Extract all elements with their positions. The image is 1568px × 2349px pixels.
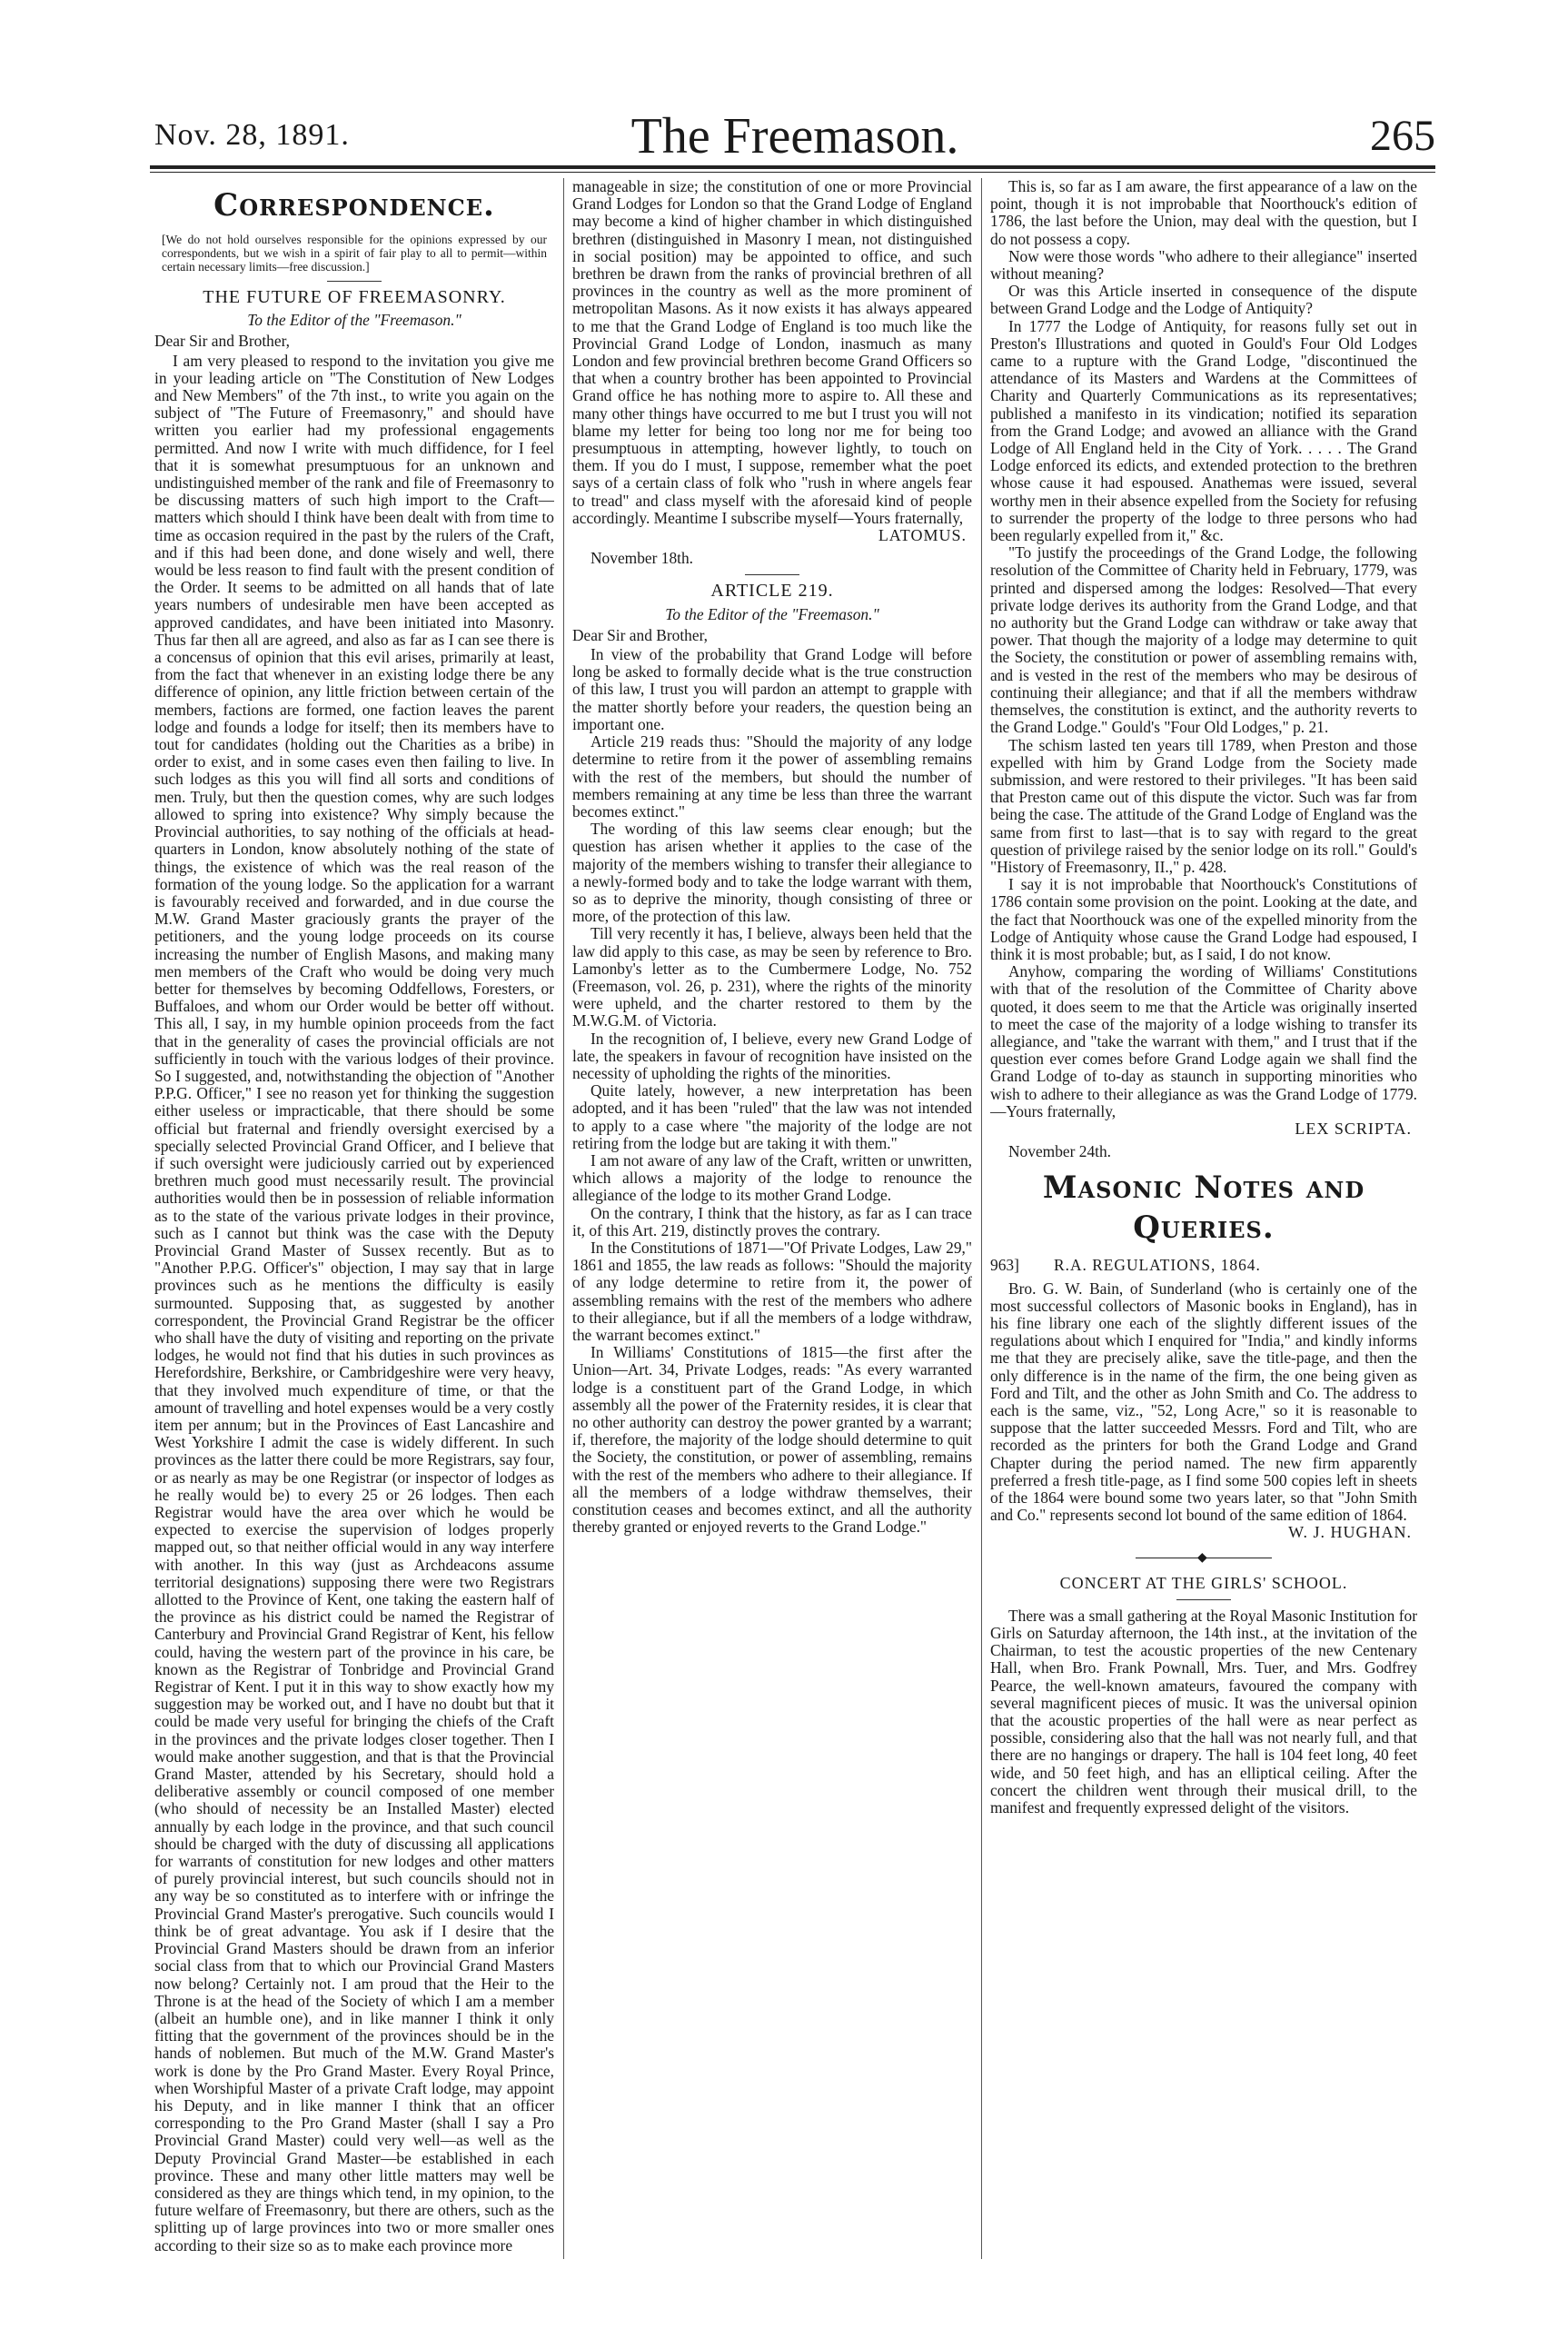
letter-date: November 18th.	[590, 549, 694, 568]
letter-paragraph: On the contrary, I think that the history, as far as I can trace it, of this Art. 219, distinctly proves the contrary.	[572, 1203, 972, 1239]
diamond-ornament-icon: ◆	[1197, 1550, 1207, 1565]
letter-paragraph: Now were those words "who adhere to their allegiance" inserted without meaning?	[990, 246, 1417, 284]
correspondence-heading: Correspondence.	[213, 187, 495, 224]
letter-greeting: Dear Sir and Brother,	[572, 625, 709, 644]
letter-title: ARTICLE 219.	[710, 581, 834, 602]
query-body: Bro. G. W. Bain, of Sunderland (who is certainly one of the most successful collectors of Masonic books in England), has in his fine library one each of the slightly different issues of the regulations about which I enquired for "India," and kindly informs me that they are precisely alike, save the title-page, and then the only difference is in the name of the firm, the one being given as Ford and Tilt, and the other as John Smith and Co. The address to each is the same, viz., "52, Long Acre," so it is reasonable to suppose that the latter succeeded Messrs. Ford and Tilt, who are recorded as the printers for both the Grand Lodge and Grand Chapter during the period named. The new firm apparently preferred a fresh title-page, as I find some 500 copies left in sheets of the 1864 were bound some two years later, so that "John Smith and Co." represents second lot bound of the same edition of 1864.	[990, 1279, 1417, 1525]
concert-title: CONCERT AT THE GIRLS' SCHOOL.	[1059, 1573, 1348, 1592]
letter-paragraph: The schism lasted ten years till 1789, when Preston and those expelled with him by Grand Lodge from the Society made submission, and were restored to their privileges. "It has been said that Preston came out of this dispute the victor. Such was far from being the case. The attitude of the Grand Lodge of England was the same from first to last—that is to say with regard to the great question of privilege raised by the senior lodge on its roll." Gould's "History of Freemasonry, II.," p. 428.	[990, 735, 1417, 876]
issue-date: Nov. 28, 1891.	[154, 118, 350, 152]
column-3	[990, 178, 1417, 2259]
column-divider	[981, 178, 982, 2259]
letter-paragraph: This is, so far as I am aware, the first appearance of a law on the point, though it is not improbable that Noorthouck's edition of 1786, the last before the Union, may deal with the question, but I do not possess a copy.	[990, 178, 1417, 248]
query-signature: W. J. HUGHAN.	[1288, 1523, 1412, 1542]
ornamental-divider	[990, 1549, 1417, 1568]
query-title: R.A. REGULATIONS, 1864.	[1054, 1256, 1261, 1275]
letter-paragraph: Article 219 reads thus: "Should the majority of any lodge determine to retire from it the power of assembling remains with the rest of the members, but should the number of members remaining at any time be less than three the warrant becomes extinct."	[572, 732, 972, 821]
masthead	[154, 107, 1435, 171]
letter-paragraph: "To justify the proceedings of the Grand Lodge, the following resolution of the Committee of Charity held in February, 1779, was printed and dispersed among the lodges: Resolved—That every private lodge derives its authority from the Grand Lodge, and that no authority but the Grand Lodge can withdraw or take away that power. That though the majority of a lodge may determine to quit the Society, the constitution or power of assembling remains with, and is vested in the rest of the members who may be desirous of continuing their allegiance; and that if all the members withdraw themselves, the constitution is extinct, and the authority reverts to the Grand Lodge." Gould's "Four Old Lodges," p. 21.	[990, 543, 1417, 737]
letter-paragraph: In the recognition of, I believe, every new Grand Lodge of late, the speakers in favour of recognition have insisted on the necessity of upholding the rights of the minorities.	[572, 1029, 972, 1082]
letter-paragraph: I am not aware of any law of the Craft, written or unwritten, which allows a majority of the lodge to renounce the allegiance of the lodge to its mother Grand Lodge.	[572, 1150, 972, 1205]
letter-paragraph: In view of the probability that Grand Lodge will before long be asked to formally decide what is the true construction of this law, I trust you will pardon an attempt to grapple with the matter shortly before your readers, the question being an important one.	[572, 645, 972, 733]
column-1	[154, 178, 554, 2259]
letter-paragraph: In 1777 the Lodge of Antiquity, for reasons fully set out in Preston's Illustrations and quoted in Gould's Four Old Lodges came to a rupture with the Grand Lodge, "discontinued the attendance of its Masters and Wardens at the Committees of Charity and Quarterly Communications as its representatives; published a manifesto in its vindication; notified its separation from the Grand Lodge; and avowed an alliance with the Grand Lodge of All England held in the City of York. . . . . The Grand Lodge enforced its edicts, and extended protection to the brethren whose cause it had espoused. Anathemas were issued, several worthy men in their absence expelled from the Society for refusing to surrender the property of the lodge to three persons who had been regularly expelled from it," &c.	[990, 316, 1417, 545]
publication-title: The Freemason.	[630, 108, 959, 164]
column-divider	[563, 178, 564, 2259]
letter-greeting: Dear Sir and Brother,	[154, 332, 291, 351]
letter-paragraph: Till very recently it has, I believe, always been held that the law did apply to this case, as may be seen by reference to Bro. Lamonby's letter as to the Cumbermere Lodge, No. 752 (Freemason, vol. 26, p. 231), where the rights of the minority were upheld, and the charter restored to them by the M.W.G.M. of Victoria.	[572, 924, 972, 1030]
letter-body-continued-text: manageable in size; the constitution of one or more Provincial Grand Lodges for London so that the Grand Lodge of England may become a kind of higher chamber in which distinguished brethren (distinguished in Masonry I mean, not distinguished in social position) may be appointed to office, and such brethren be drawn from the ranks of provincial brethren of all provinces in the country as well as the more prominent of metropolitan Masons. As it now exists it has always appeared to me that the Grand Lodge of England is too much like the Provincial Grand Lodge of London, inasmuch as many London and few provincial brethren become Grand Officers so that when a country brother has been appointed to Provincial Grand office he has nothing more to aspire to. All these and many other things have occurred to me but I trust you will not blame my letter for being too long nor me for being too presumptuous in attempting, however lightly, to touch on them. If you do I must, I suppose, remember what the poet says of a certain class of folk who "rush in where angels fear to tread" and class myself with the aforesaid kind of people accordingly. Meantime I subscribe myself—Yours fraternally,	[572, 178, 972, 527]
letter-paragraph: Or was this Article inserted in consequence of the dispute between Grand Lodge and the Lodge of Antiquity?	[990, 282, 1417, 318]
letter-paragraph: The wording of this law seems clear enough; but the question has arisen whether it applies to the case of the majority of the members wishing to transfer their allegiance to a newly-formed body and to take the lodge warrant with them, so as to deprive the minority, though consisting of three or more, of the protection of this law.	[572, 820, 972, 926]
letter-addressee: To the Editor of the "Freemason."	[665, 604, 879, 623]
divider	[745, 574, 799, 575]
masthead-rule-thin	[150, 172, 1435, 173]
notes-queries-heading: Masonic Notes and Queries.	[1042, 1170, 1365, 1247]
letter-date: November 24th.	[1008, 1142, 1112, 1161]
letter-paragraph: Quite lately, however, a new interpretation has been adopted, and it has been "ruled" that the law was not intended to apply to a case where "the majority of the lodge are not retiring from the lodge but are taking it with them."	[572, 1081, 972, 1152]
letter-signature: LATOMUS.	[878, 526, 967, 545]
letter-signature: LEX SCRIPTA.	[1295, 1119, 1412, 1138]
letter-title: THE FUTURE OF FREEMASONRY.	[203, 287, 506, 307]
divider	[327, 281, 382, 282]
query-number: 963]	[990, 1256, 1019, 1275]
concert-body: There was a small gathering at the Royal Masonic Institution for Girls on Saturday afternoon, the 14th inst., at the invitation of the Chairman, to test the acoustic properties of the new Centenary Hall, when Bro. Frank Pownall, Mrs. Tuer, and Mrs. Godfrey Pearce, the well-known amateurs, favoured the company with several magnificent pieces of music. It was the universal opinion that the acoustic properties of the hall were as near perfect as possible, considering also that the hall was not nearly full, and that there are no hangings or drapery. The hall is 104 feet long, 40 feet wide, and 50 feet high, and has an elliptical ceiling. After the concert the children went through their musical drill, to the manifest and frequently expressed delight of the visitors.	[990, 1606, 1417, 1817]
masthead-rule	[150, 165, 1435, 169]
divider	[1176, 1599, 1231, 1600]
letter-paragraph: Anyhow, comparing the wording of Williams' Constitutions with that of the resolution of the Committee of Charity above quoted, it does seem to me that the Article was originally inserted to meet the case of the majority of a lodge wishing to transfer its allegiance, and "take the warrant with them," and I trust that if the question ever comes before Grand Lodge again we shall find the Grand Lodge of to-day as staunch in supporting minorities who wish to adhere to their allegiance as was the Grand Lodge of 1779.—Yours fraternally,	[990, 962, 1417, 1120]
editorial-disclaimer: [We do not hold ourselves responsible for the opinions expressed by our correspondents, but we wish in a spirit of fair play to all to permit—within certain necessary limits—free discussion.]	[162, 233, 547, 274]
query-header	[990, 1257, 1417, 1274]
letter-paragraph: In Williams' Constitutions of 1815—the first after the Union—Art. 34, Private Lodges, reads: "As every warranted lodge is a constituent part of the Grand Lodge, in which assembly all the power of the Fraternity resides, it is clear that no other authority can destroy the power granted by a warrant; if, therefore, the majority of the lodge should determine to quit the Society, the constitution, or power of assembling, remains with the rest of the members who adhere to their allegiance. If all the members of a lodge withdraw themselves, their constitution ceases and becomes extinct, and all the authority thereby granted or enjoyed reverts to the Grand Lodge."	[572, 1343, 972, 1537]
letter-paragraph: I say it is not improbable that Noorthouck's Constitutions of 1786 contain some provision on the point. Looking at the date, and the fact that Noorthouck was one of the expelled minority from the Lodge of Antiquity whose cause the Grand Lodge had espoused, I think it is most probable; but, as I said, I do not know.	[990, 875, 1417, 963]
letter-body-continued	[572, 178, 972, 527]
column-2	[572, 178, 972, 2259]
letter-addressee: To the Editor of the "Freemason."	[247, 311, 461, 330]
letter-paragraph: In the Constitutions of 1871—"Of Private Lodges, Law 29," 1861 and 1855, the law reads as follows: "Should the majority of any lodge determine to retire from it, the power of assembling remains with the rest of the members who adhere to their allegiance, but if all the members of a lodge withdraw, the warrant becomes extinct."	[572, 1238, 972, 1344]
page-number: 265	[1370, 112, 1435, 160]
letter-body: I am very pleased to respond to the invitation you give me in your leading article on "The Constitution of New Lodges and New Members" of the 7th inst., to write you again on the subject of "The Future of Freemasonry," and should have written you earlier had my professional engagements permitted. And now I write with much diffidence, for I feel that it is somewhat presumptuous for an unknown and undistinguished member of the rank and file of Freemasonry to be discussing matters of such high import to the Craft—matters which should I think have been dealt with from time to time as occasion required in the past by the rulers of the Craft, and if this had been done, and done wisely and well, there would be less reason to find fault with the present condition of the Order. It seems to be admitted on all hands that of late years numbers of undesirable men have been accepted as approved candidates, and have been initiated into Masonry. Thus far then all are agreed, and also as far as I can see there is a concensus of opinion that this evil arises, primarily at least, from the fact that whenever in an existing lodge there be any difference of opinion, any little friction between certain of the members, factions are formed, one faction leaves the parent lodge and founds a lodge for itself; then its members have to tout for candidates (holding out the Charities as a bribe) in order to exist, and in some cases even then failing to live. In such lodges as this you will find all sorts and conditions of men. Truly, but then the question comes, why are such lodges allowed to spring into existence? Why simply because the Provincial authorities, to say nothing of the officials at head-quarters in London, know absolutely nothing of the state of things, the existence of which was the real reason of the formation of the young lodge. So the application for a warrant is favourably received and forwarded, and in due course the M.W. Grand Master graciously grants the prayer of the petitioners, and the young lodge proceeds on its course increasing the number of English Masons, and making many men members of the Craft who would be doing very much better for themselves by becoming Oddfellows, Foresters, or Buffaloes, and whom our Order would be better off without. This all, I say, in my humble opinion proceeds from the fact that in the generality of cases the provincial officials are not sufficiently in touch with the various lodges of their province. So I suggested, and, notwithstanding the objection of "Another P.P.G. Officer," I see no reason yet for thinking the suggestion either useless or impracticable, that there should be some official but fraternal and friendly oversight exercised by a specially selected Provincial Grand Officer, and I believe that if such oversight were judiciously carried out by experienced brethren much good must necessarily result. The provincial authorities would then be in possession of reliable information as to the state of the various private lodges in their province, such as I cannot but think was the case with the Deputy Provincial Grand Master of Sussex recently. But as to "Another P.P.G. Officer's" objection, I may say that in large provinces such as he mentions the difficulty is easily surmounted. Supposing that, as suggested by another correspondent, the Provincial Grand Registrar be the officer who shall have the duty of visiting and reporting on the private lodges, he would not find that his duties in such provinces as Herefordshire, Berkshire, or Cambridgeshire were very heavy, that they involved much expenditure of time, or that the amount of travelling and hotel expenses would be a very costly item per annum; but in the Provinces of East Lancashire and West Yorkshire I admit the case is widely different. In such provinces as the latter there could be more Registrars, say four, or as nearly as may be one Registrar (or inspector of lodges as he really would be) to every 25 or 26 lodges. Then each Registrar would have the area over which he would be expected to exercise the supervision of lodges properly mapped out, so that neither official would in any way interfere with another. In this way (just as Archdeacons assume territorial designations) supposing there were two Registrars allotted to the Province of Kent, one taking the eastern half of the province as his district could be named the Registrar of Canterbury and Provincial Grand Registrar of Kent, his fellow could, having the western part of the province in his care, be known as the Registrar of Tonbridge and Provincial Grand Registrar of Kent. I put it in this way to show exactly how my suggestion may be worked out, and I have no doubt but that it could be made very useful for bringing the chiefs of the Craft in the provinces and the private lodges closer together. Then I would make another suggestion, and that is that the Provincial Grand Master, attended by his Secretary, should hold a deliberative assembly or council composed of one member (who should of necessity be an Installed Master) elected annually by each lodge in the province, and that such council should be charged with the duty of discussing all applications for warrants of constitution for new lodges and other matters of purely provincial interest, but such councils should not in any way be so constituted as to interfere with or infringe the Provincial Grand Master's prerogative. Such councils would I think be of great advantage. You ask if I desire that the Provincial Grand Masters should be drawn from an inferior social class from that to which our Provincial Grand Masters now belong? Certainly not. I am proud that the Heir to the Throne is at the head of the Society of which I am a member (albeit an humble one), and in like manner I think it only fitting that the government of the provinces should be in the hands of noblemen. But much of the M.W. Grand Master's work is done by the Pro Grand Master. Every Royal Prince, when Worshipful Master of a private Craft lodge, may appoint his Deputy, and in like manner I think that an officer corresponding to the Pro Grand Master (shall I say a Pro Provincial Grand Master) could very well—as well as the Deputy Provincial Grand Master—be established in each province. These and many other little matters may well be considered as they are things which tend, in my opinion, to the future welfare of Freemasonry, but there are others, such as the splitting up of large provinces into two or more smaller ones according to their size so as to make each province more	[154, 351, 554, 2254]
